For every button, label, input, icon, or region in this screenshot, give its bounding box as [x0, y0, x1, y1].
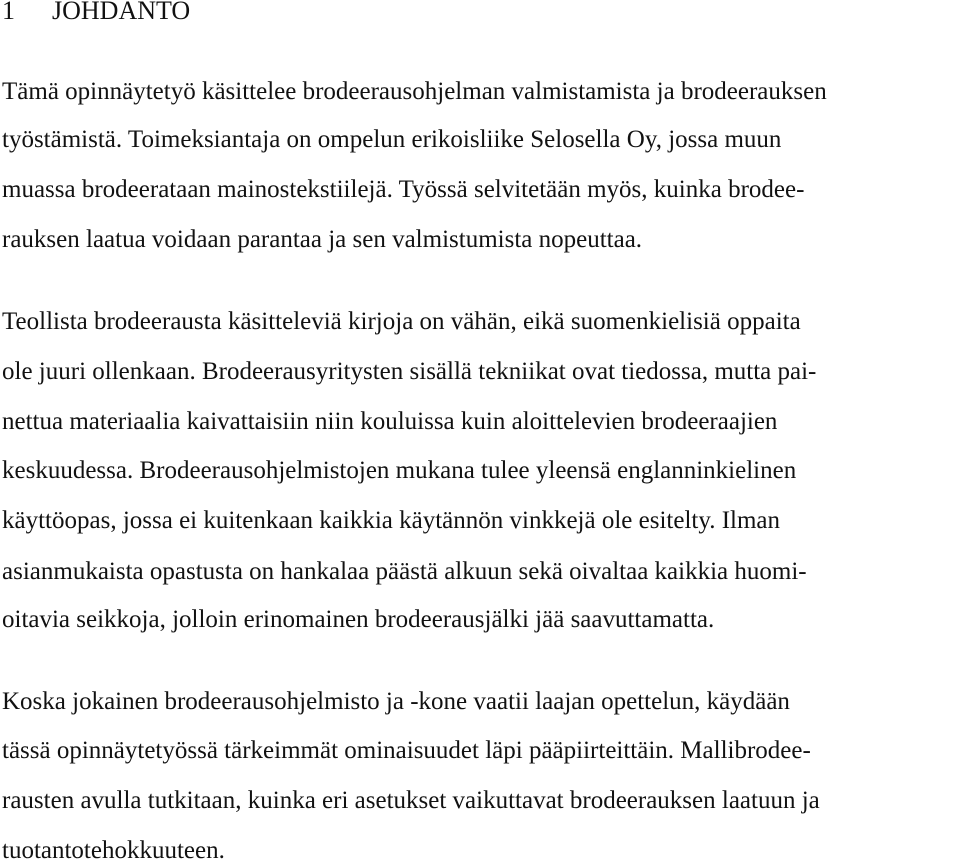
- paragraph-3-line-1: Koska jokainen brodeerausohjelmisto ja -kone vaatii laajan opettelun, käydään: [2, 688, 790, 715]
- paragraph-1-line-4: rauksen laatua voidaan parantaa ja sen valmistumista nopeuttaa.: [2, 226, 643, 253]
- paragraph-2-line-2: ole juuri ollenkaan. Brodeerausyritysten sisällä tekniikat ovat tiedossa, mutta pai-: [2, 358, 817, 385]
- paragraph-2-line-1: Teollista brodeerausta käsitteleviä kirjoja on vähän, eikä suomenkielisiä oppaita: [2, 308, 801, 335]
- paragraph-2-line-7: oitavia seikkoja, jolloin erinomainen brodeerausjälki jää saavuttamatta.: [2, 606, 715, 633]
- section-title: JOHDANTO: [52, 0, 191, 25]
- paragraph-2-line-4: keskuudessa. Brodeerausohjelmistojen mukana tulee yleensä englanninkielinen: [2, 457, 797, 484]
- paragraph-1-line-2: työstämistä. Toimeksiantaja on ompelun erikoisliike Selosella Oy, jossa muun: [2, 126, 782, 153]
- section-heading: [2, 0, 190, 28]
- paragraph-3-line-4: tuotantotehokkuuteen.: [2, 837, 225, 864]
- paragraph-1-line-3: muassa brodeerataan mainostekstiilejä. Työssä selvitetään myös, kuinka brodee-: [2, 176, 805, 203]
- paragraph-2-line-5: käyttöopas, jossa ei kuitenkaan kaikkia käytännön vinkkejä ole esitelty. Ilman: [2, 507, 781, 534]
- paragraph-1-line-1: Tämä opinnäytetyö käsittelee brodeerausohjelman valmistamista ja brodeerauksen: [2, 78, 827, 105]
- paragraph-2-line-3: nettua materiaalia kaivattaisiin niin kouluissa kuin aloittelevien brodeeraajien: [2, 408, 778, 435]
- paragraph-3-line-3: rausten avulla tutkitaan, kuinka eri asetukset vaikuttavat brodeerauksen laatuun ja: [2, 787, 820, 814]
- paragraph-3-line-2: tässä opinnäytetyössä tärkeimmät ominaisuudet läpi pääpiirteittäin. Mallibrodee-: [2, 737, 811, 764]
- section-number: 1: [2, 0, 15, 25]
- paragraph-2-line-6: asianmukaista opastusta on hankalaa päästä alkuun sekä oivaltaa kaikkia huomi-: [2, 558, 807, 585]
